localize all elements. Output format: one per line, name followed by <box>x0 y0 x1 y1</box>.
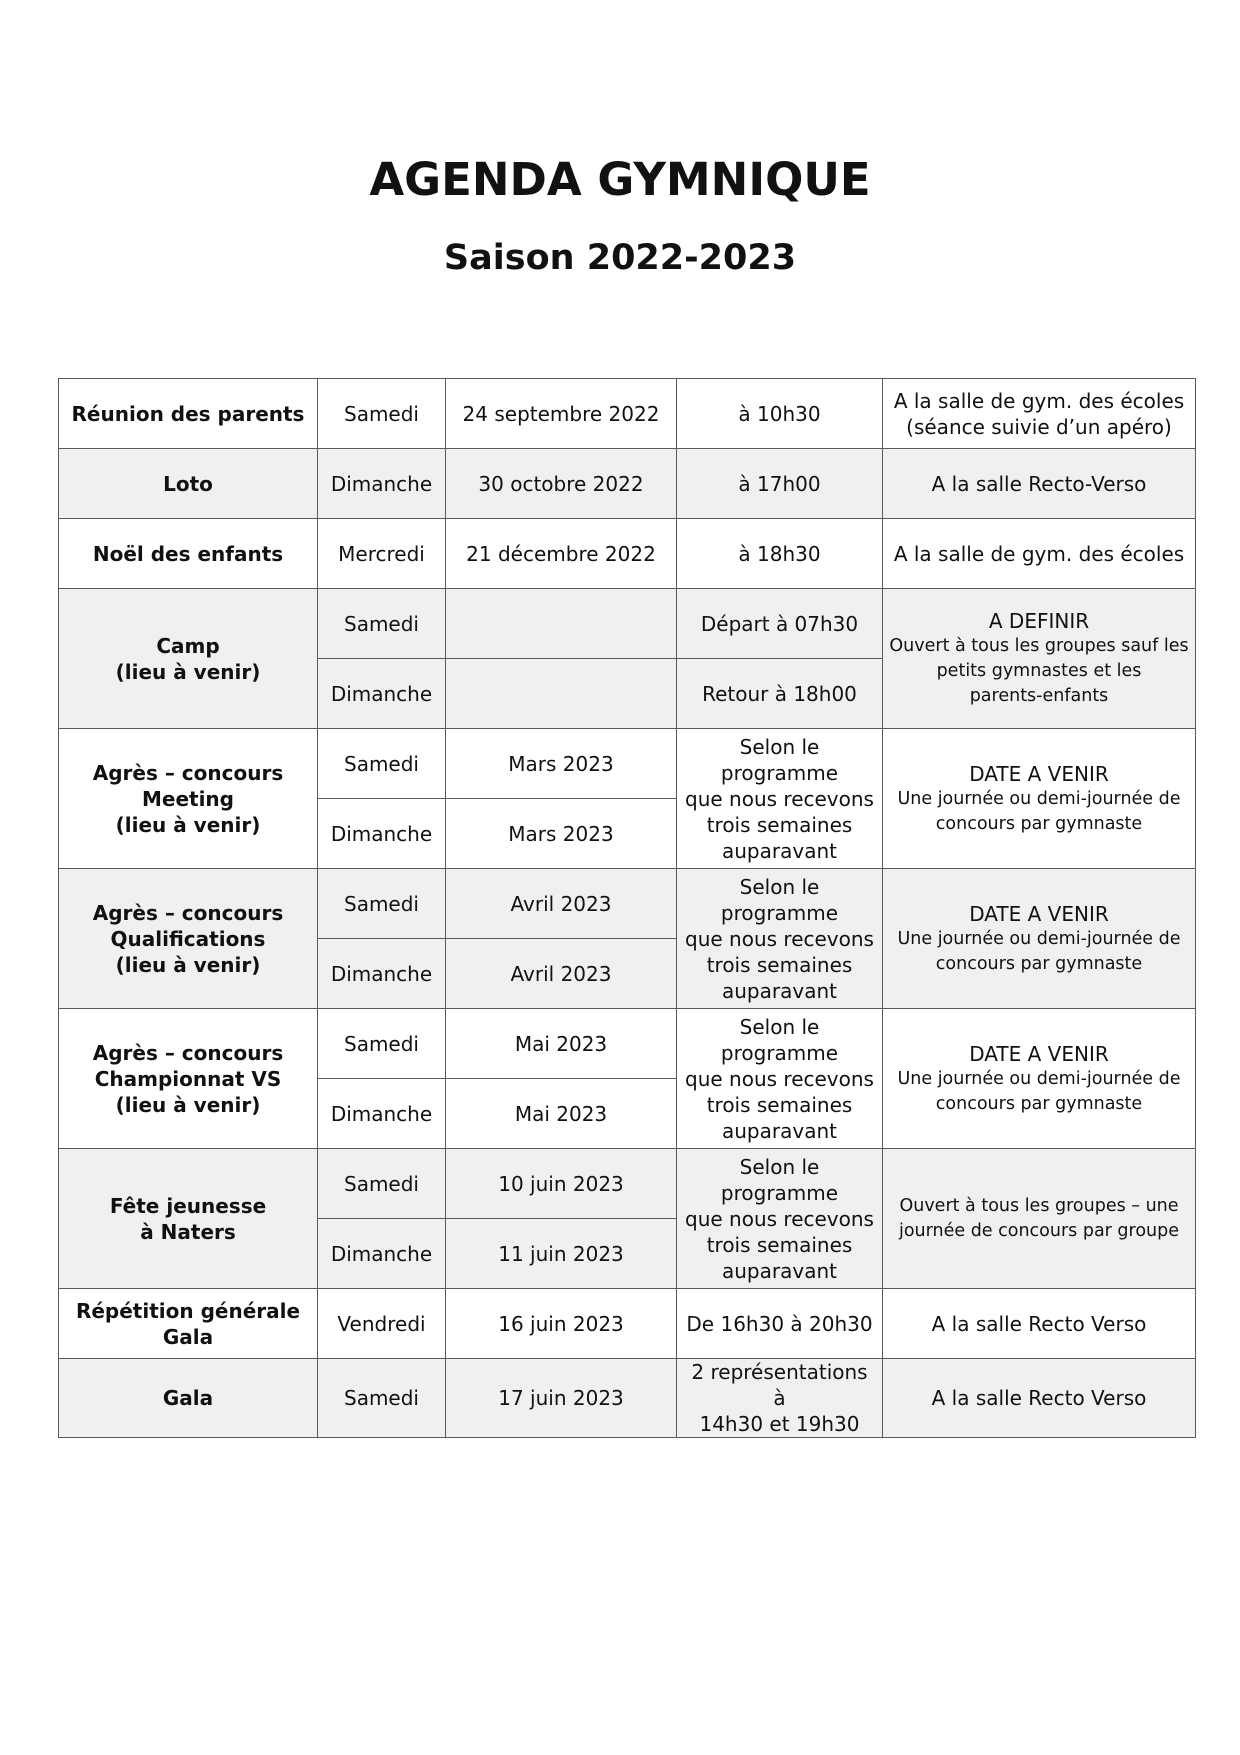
time-cell: Départ à 07h30 <box>677 589 883 659</box>
day-cell: Vendredi <box>318 1289 446 1359</box>
time-line: 14h30 et 19h30 <box>699 1412 860 1436</box>
event-cell <box>59 1359 318 1438</box>
event-name: Répétition générale Gala <box>75 1298 301 1349</box>
time-line: à 18h30 <box>738 541 821 566</box>
date-cell: 17 juin 2023 <box>446 1359 677 1438</box>
place-cell <box>883 589 1196 729</box>
time-line: Selon le programme <box>720 734 839 785</box>
table-row <box>59 1289 1196 1359</box>
place-cell <box>883 1359 1196 1438</box>
time-line: que nous recevons <box>685 786 874 811</box>
date-cell: Mars 2023 <box>446 799 677 869</box>
place-line: concours par gymnaste <box>935 953 1143 974</box>
day-cell: Samedi <box>318 729 446 799</box>
event-name: Championnat VS <box>94 1066 282 1091</box>
place-cell <box>883 1149 1196 1289</box>
time-line: trois semaines <box>706 1092 853 1117</box>
place-title: A DEFINIR <box>988 609 1090 633</box>
event-name: Camp <box>156 633 220 658</box>
time-cell <box>677 519 883 589</box>
event-name: Meeting <box>141 786 234 811</box>
place-line: Une journée ou demi-journée de <box>897 1068 1181 1089</box>
event-cell <box>59 449 318 519</box>
event-name: Agrès – concours <box>92 760 284 785</box>
time-cell <box>677 379 883 449</box>
event-location: (lieu à venir) <box>115 1092 261 1117</box>
date-cell <box>446 659 677 729</box>
date-cell: 21 décembre 2022 <box>446 519 677 589</box>
event-name: Fête jeunesse <box>109 1193 267 1218</box>
date-cell: 10 juin 2023 <box>446 1149 677 1219</box>
event-name: Agrès – concours <box>92 900 284 925</box>
place-title: DATE A VENIR <box>969 1041 1109 1066</box>
day-cell: Samedi <box>318 589 446 659</box>
date-cell: Avril 2023 <box>446 869 677 939</box>
place-cell <box>883 869 1196 1009</box>
day-cell: Samedi <box>318 1009 446 1079</box>
table-row <box>59 589 1196 659</box>
table-row <box>59 449 1196 519</box>
event-name: Réunion des parents <box>71 401 305 426</box>
day-cell: Dimanche <box>318 1079 446 1149</box>
place-line: Une journée ou demi-journée de <box>897 788 1181 809</box>
time-line: Selon le programme <box>720 1154 839 1205</box>
date-cell: Mai 2023 <box>446 1009 677 1079</box>
time-line: auparavant <box>722 978 837 1003</box>
table-row <box>59 869 1196 939</box>
place-line: parents-enfants <box>969 686 1109 706</box>
event-location: à Naters <box>140 1219 236 1244</box>
place-title: DATE A VENIR <box>969 901 1109 926</box>
time-cell: Retour à 18h00 <box>677 659 883 729</box>
event-location: (lieu à venir) <box>115 952 261 977</box>
time-cell <box>677 729 883 869</box>
event-name: Gala <box>162 1386 214 1410</box>
place-cell <box>883 1009 1196 1149</box>
table-row <box>59 519 1196 589</box>
agenda-table <box>58 378 1196 1438</box>
date-cell: 11 juin 2023 <box>446 1219 677 1289</box>
date-cell: Mai 2023 <box>446 1079 677 1149</box>
place-line: concours par gymnaste <box>935 1093 1143 1114</box>
place-line: A la salle de gym. des écoles <box>893 388 1185 413</box>
table-row <box>59 729 1196 799</box>
time-cell <box>677 1149 883 1289</box>
place-line: Ouvert à tous les groupes sauf les <box>889 636 1189 656</box>
place-line: concours par gymnaste <box>935 813 1143 834</box>
event-name: Noël des enfants <box>92 541 284 566</box>
event-cell <box>59 729 318 869</box>
time-line: auparavant <box>722 1118 837 1143</box>
place-title: DATE A VENIR <box>969 761 1109 786</box>
time-line: Selon le programme <box>720 874 839 925</box>
time-cell <box>677 449 883 519</box>
day-cell: Mercredi <box>318 519 446 589</box>
time-cell <box>677 1009 883 1149</box>
place-line: Ouvert à tous les groupes – une <box>899 1195 1179 1216</box>
place-line: A la salle Recto Verso <box>931 1311 1147 1336</box>
event-cell <box>59 1289 318 1359</box>
place-line: A la salle Recto-Verso <box>931 471 1147 496</box>
event-name: Loto <box>163 471 213 496</box>
day-cell: Dimanche <box>318 449 446 519</box>
date-cell: 24 septembre 2022 <box>446 379 677 449</box>
event-cell <box>59 589 318 729</box>
event-location: (lieu à venir) <box>115 812 261 837</box>
time-line: que nous recevons <box>685 1066 874 1091</box>
time-line: à 10h30 <box>738 401 821 426</box>
day-cell: Dimanche <box>318 939 446 1009</box>
table-row <box>59 1359 1196 1438</box>
time-cell <box>677 1359 883 1438</box>
day-cell: Samedi <box>318 869 446 939</box>
place-line: A la salle de gym. des écoles <box>893 541 1185 566</box>
time-line: 2 représentations à <box>691 1360 868 1410</box>
time-line: que nous recevons <box>685 926 874 951</box>
time-line: à 17h00 <box>738 471 821 496</box>
place-line: journée de concours par groupe <box>898 1220 1180 1241</box>
event-name: Agrès – concours <box>92 1040 284 1065</box>
day-cell: Dimanche <box>318 1219 446 1289</box>
table-row <box>59 1009 1196 1079</box>
day-cell: Dimanche <box>318 799 446 869</box>
event-cell <box>59 869 318 1009</box>
time-line: auparavant <box>722 1258 837 1283</box>
place-cell <box>883 379 1196 449</box>
event-cell <box>59 1149 318 1289</box>
page-title: AGENDA GYMNIQUE <box>369 153 871 206</box>
date-cell: 30 octobre 2022 <box>446 449 677 519</box>
place-cell <box>883 449 1196 519</box>
page-subtitle: Saison 2022-2023 <box>443 238 797 278</box>
place-line: petits gymnastes et les <box>936 661 1142 681</box>
time-line: Selon le programme <box>720 1014 839 1065</box>
time-line: De 16h30 à 20h30 <box>686 1311 873 1336</box>
event-cell <box>59 1009 318 1149</box>
date-cell: Mars 2023 <box>446 729 677 799</box>
event-name: Qualifications <box>110 926 266 951</box>
time-line: trois semaines <box>706 812 853 837</box>
event-cell <box>59 379 318 449</box>
date-cell <box>446 589 677 659</box>
event-location: (lieu à venir) <box>115 659 261 684</box>
time-cell <box>677 1289 883 1359</box>
date-cell: 16 juin 2023 <box>446 1289 677 1359</box>
day-cell: Samedi <box>318 1149 446 1219</box>
time-line: trois semaines <box>706 952 853 977</box>
time-line: trois semaines <box>706 1232 853 1257</box>
place-line: (séance suivie d’un apéro) <box>906 414 1172 439</box>
event-cell <box>59 519 318 589</box>
place-line: Une journée ou demi-journée de <box>897 928 1181 949</box>
table-row <box>59 379 1196 449</box>
place-line: A la salle Recto Verso <box>931 1386 1147 1410</box>
place-cell <box>883 519 1196 589</box>
time-cell <box>677 869 883 1009</box>
table-row <box>59 1149 1196 1219</box>
date-cell: Avril 2023 <box>446 939 677 1009</box>
time-line: que nous recevons <box>685 1206 874 1231</box>
day-cell: Samedi <box>318 1359 446 1438</box>
day-cell: Dimanche <box>318 659 446 729</box>
time-line: auparavant <box>722 838 837 863</box>
place-cell <box>883 729 1196 869</box>
place-cell <box>883 1289 1196 1359</box>
day-cell: Samedi <box>318 379 446 449</box>
